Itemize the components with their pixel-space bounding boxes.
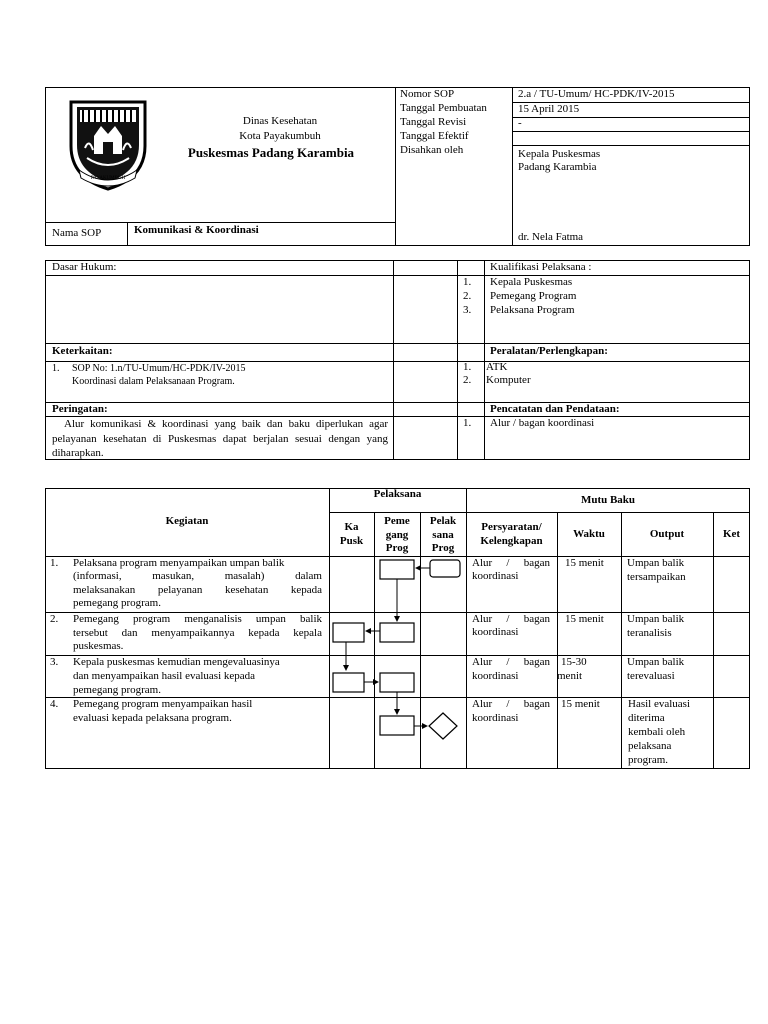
row-3-line-3: pemegang program. xyxy=(73,684,161,696)
nama-sop-label: Nama SOP xyxy=(52,227,102,239)
col-pemegang-1: Peme xyxy=(384,515,410,527)
row-3-line-2: dan menyampaikan hasil evaluasi kepada xyxy=(73,670,256,682)
kegiatan-header: Kegiatan xyxy=(165,515,209,527)
row-3-output-1: Umpan balik xyxy=(627,656,685,668)
city-logo xyxy=(65,96,151,192)
row-1-req-2: koordinasi xyxy=(472,570,519,582)
pelaksana-header: Pelaksana xyxy=(373,488,422,500)
org-name: Puskesmas Padang Karambia xyxy=(187,145,355,160)
pencatatan-item: Alur / bagan koordinasi xyxy=(490,417,595,429)
peralatan-item-1: ATK xyxy=(486,361,508,373)
row-4-req-2: koordinasi xyxy=(472,712,519,724)
row-1-req-1: Alur / bagan xyxy=(472,557,550,569)
row-4-req-1: Alur / bagan xyxy=(472,698,550,710)
keterkaitan-line-2: Koordinasi dalam Pelaksanaan Program. xyxy=(72,376,235,387)
meta-label-revisi: Tanggal Revisi xyxy=(400,116,467,128)
pencatatan-label: Pencatatan dan Pendataan: xyxy=(490,403,620,415)
kualifikasi-num-3: 3. xyxy=(463,304,472,316)
peringatan-label: Peringatan: xyxy=(52,403,108,415)
keterkaitan-label: Keterkaitan: xyxy=(52,345,113,357)
row-1-line-2: (informasi, masukan, masalah) dalam xyxy=(73,570,322,582)
row-2-time: 15 menit xyxy=(565,613,604,625)
row-3-time-2: menit xyxy=(557,670,583,682)
col-persyaratan-1: Persyaratan/ xyxy=(481,521,542,533)
col-waktu: Waktu xyxy=(573,528,605,540)
row-3-num: 3. xyxy=(50,656,59,668)
row-2-line-1: Pemegang program menganalisis umpan balik xyxy=(73,613,322,625)
meta-label-efektif: Tanggal Efektif xyxy=(400,130,469,142)
meta-label-pembuatan: Tanggal Pembuatan xyxy=(400,102,487,114)
approver-line-1: Kepala Puskesmas xyxy=(518,148,601,160)
row-3-output-2: terevaluasi xyxy=(627,670,675,682)
pencatatan-num: 1. xyxy=(463,417,472,429)
row-4-output-1: Hasil evaluasi xyxy=(628,698,691,710)
row-4-line-2: evaluasi kepada pelaksana program. xyxy=(73,712,232,724)
row-4-time: 15 menit xyxy=(561,698,600,710)
row-1-output-2: tersampaikan xyxy=(627,571,686,583)
logo-text: PAYAKUMBUH xyxy=(90,176,126,181)
peralatan-num-1: 1. xyxy=(463,361,472,373)
peringatan-text: Alur komunikasi & koordinasi yang baik dan baku diperlukan agar pelayanan kesehatan di Puskesmas dapat berjalan sesuai dengan yang diharapkan. xyxy=(52,418,388,459)
row-2-num: 2. xyxy=(50,613,59,625)
meta-value-pembuatan: 15 April 2015 xyxy=(518,103,580,115)
signatory-name: dr. Nela Fatma xyxy=(518,231,584,243)
col-pelaksana-2: sana xyxy=(432,529,454,541)
col-pemegang-2: gang xyxy=(385,529,409,541)
row-4-output-5: program. xyxy=(628,754,669,766)
dasar-hukum-label: Dasar Hukum: xyxy=(52,261,117,273)
row-2-line-3: puskesmas. xyxy=(73,640,124,652)
kualifikasi-num-2: 2. xyxy=(463,290,472,302)
row-3-time-1: 15-30 xyxy=(561,656,587,668)
row-1-line-4: pemegang program. xyxy=(73,597,161,609)
peralatan-label: Peralatan/Perlengkapan: xyxy=(490,345,608,357)
keterkaitan-line-1: SOP No: 1.n/TU-Umum/HC-PDK/IV-2015 xyxy=(72,363,246,374)
col-pemegang-3: Prog xyxy=(385,542,409,554)
row-2-req-1: Alur / bagan xyxy=(472,613,550,625)
peralatan-num-2: 2. xyxy=(463,374,472,386)
row-1-num: 1. xyxy=(50,557,59,569)
kualifikasi-item-2: Pemegang Program xyxy=(490,290,577,302)
kualifikasi-item-1: Kepala Puskesmas xyxy=(490,276,573,288)
col-kapusk-2: Pusk xyxy=(339,535,364,547)
agency-line-1: Dinas Kesehatan xyxy=(242,115,318,127)
row-1-output-1: Umpan balik xyxy=(627,557,685,569)
mutu-baku-header: Mutu Baku xyxy=(580,494,636,506)
meta-value-revisi: - xyxy=(518,117,522,129)
meta-label-disahkan: Disahkan oleh xyxy=(400,144,464,156)
row-1-line-3: melaksanakan pelayanan kesehatan kepada xyxy=(73,584,322,596)
peralatan-item-2: Komputer xyxy=(486,374,531,386)
row-2-req-2: koordinasi xyxy=(472,626,519,638)
row-4-output-4: pelaksana xyxy=(628,740,672,752)
row-4-num: 4. xyxy=(50,698,59,710)
row-3-req-1: Alur / bagan xyxy=(472,656,550,668)
row-3-req-2: koordinasi xyxy=(472,670,519,682)
row-2-output-2: teranalisis xyxy=(627,627,672,639)
kualifikasi-item-3: Pelaksana Program xyxy=(490,304,575,316)
row-4-output-2: diterima xyxy=(628,712,665,724)
row-2-line-2: tersebut dan menyampaikannya kepada kepala xyxy=(73,627,322,639)
agency-line-2: Kota Payakumbuh xyxy=(239,130,321,142)
row-4-output-3: kembali oleh xyxy=(628,726,686,738)
col-output: Output xyxy=(649,528,685,540)
col-pelaksana-3: Prog xyxy=(431,542,455,554)
col-ket: Ket xyxy=(722,528,741,540)
col-persyaratan-2: Kelengkapan xyxy=(480,535,543,547)
row-4-line-1: Pemegang program menyampaikan hasil xyxy=(73,698,253,710)
nama-sop-value: Komunikasi & Koordinasi xyxy=(134,224,259,236)
col-pelaksana-1: Pelak xyxy=(429,515,457,527)
meta-value-nomor: 2.a / TU-Umum/ HC-PDK/IV-2015 xyxy=(518,88,675,100)
row-3-line-1: Kepala puskesmas kemudian mengevaluasinya xyxy=(73,656,280,668)
kualifikasi-num-1: 1. xyxy=(463,276,472,288)
approver-line-2: Padang Karambia xyxy=(518,161,597,173)
meta-label-nomor: Nomor SOP xyxy=(400,88,455,100)
kualifikasi-label: Kualifikasi Pelaksana : xyxy=(490,261,592,273)
row-1-line-1: Pelaksana program menyampaikan umpan balik xyxy=(73,557,285,569)
row-1-time: 15 menit xyxy=(565,557,604,569)
keterkaitan-num: 1. xyxy=(52,363,60,374)
col-kapusk-1: Ka xyxy=(344,521,359,533)
row-2-output-1: Umpan balik xyxy=(627,613,685,625)
